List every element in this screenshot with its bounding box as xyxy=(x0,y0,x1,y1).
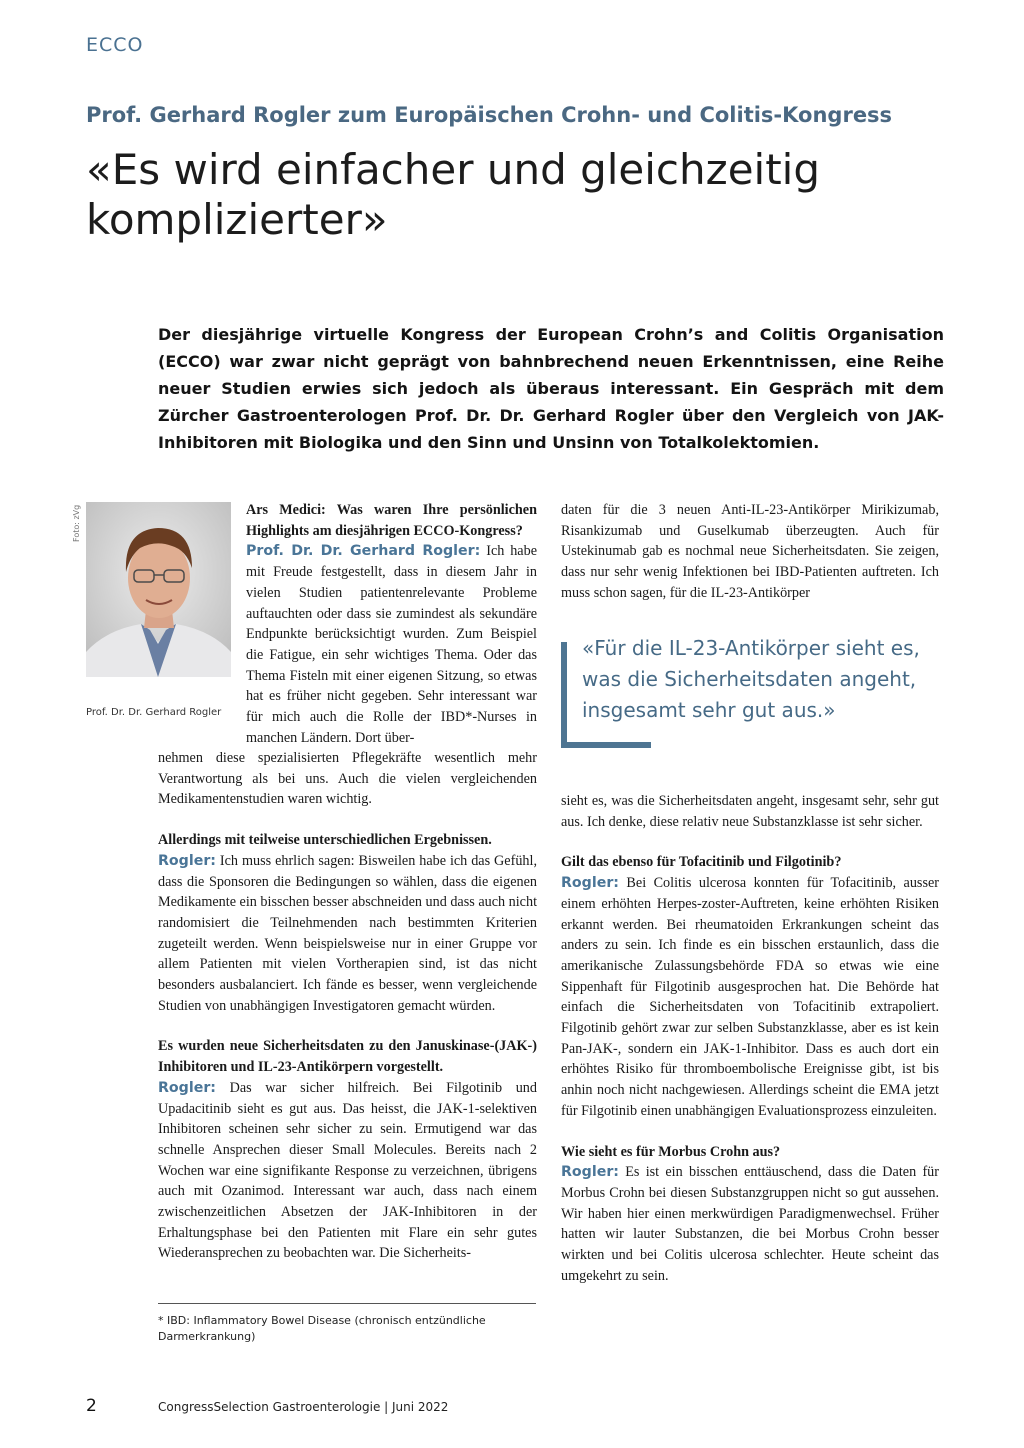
publication-footer: CongressSelection Gastroenterologie | Juni 2022 xyxy=(158,1400,449,1414)
footnote-rule xyxy=(158,1303,536,1304)
portrait-photo xyxy=(86,502,231,677)
pullquote-bar-horizontal xyxy=(561,742,651,748)
answer-1-text: Ich habe mit Freude festgestellt, dass in diesem Jahr in vielen Studien patientenrelevante Probleme auftauchten oder dass sie zumindest als sekundäre Endpunkte berücksichtigt wurden. Zum Beispiel die Fatigue, ein sehr wichtiges Thema. Oder das Thema Fisteln mit einer eigenen Sitzung, so etwas hat es früher nicht gegeben. Sehr interessant war für mich auch die Rolle der IBD*-Nurses in manchen Ländern. Dort über- xyxy=(246,543,537,746)
speaker-label: Rogler: xyxy=(561,875,619,892)
column-2-top xyxy=(561,500,939,604)
question-2: Allerdings mit teilweise unterschiedlichen Ergebnissen. xyxy=(158,832,492,849)
question-1-text: Was waren Ihre persönlichen Highlights am diesjährigen ECCO-Kongress? xyxy=(246,502,537,539)
article-lead: Der diesjährige virtuelle Kongress der European Crohn’s and Colitis Organisation (ECCO) war zwar nicht geprägt von bahnbrechend neuen Erkenntnissen, eine Reihe neuer Studien erwies sich jedoch als überaus interessant. Ein Gespräch mit dem Zürcher Gastroenterologen Prof. Dr. Dr. Gerhard Rogler über den Vergleich von JAK-Inhibitoren mit Biologika und den Sinn und Unsinn von Totalkolektomien. xyxy=(158,325,944,452)
headline-line-2: komplizierter» xyxy=(86,195,388,244)
answer-2-text: Ich muss ehrlich sagen: Bisweilen habe ich das Gefühl, dass die Sponsoren die Bedingungen so wählen, dass die eigenen Medikamente ein bisschen besser abschneiden und dass auch nicht randomisiert die Teilnehmenden nach bestimmten Kriterien zugeteilt werden. Wenn beispielsweise nur in einer Gruppe vor allem Patienten mit vielen Vortherapien sind, ist das nicht besonders ausbalanciert. Ich fände es besser, wenn vergleichende Studien von unabhängigen Investigatoren gemacht würden. xyxy=(158,852,538,1014)
answer-3-end: sieht es, was die Sicherheitsdaten angeht, insgesamt sehr, sehr gut aus. Ich denke, diese relativ neue Substanzklasse ist sehr sicher. xyxy=(561,793,939,830)
question-5: Wie sieht es für Morbus Crohn aus? xyxy=(561,1143,781,1160)
pullquote-bar-vertical xyxy=(561,642,567,748)
answer-3-continued: daten für die 3 neuen Anti-IL-23-Antikörper Mirikizumab, Risankizumab und Guselkumab überzeugten. Auch für Ustekinumab gab es nochmal neue Sicherheitsdaten. Sie zeigen, dass nur sehr wenig Infektionen bei IBD-Patienten auftreten. Ich muss schon sagen, für die IL-23-Antikörper xyxy=(561,502,939,601)
article-headline xyxy=(86,145,966,245)
question-4: Gilt das ebenso für Tofacitinib und Filgotinib? xyxy=(561,854,842,871)
answer-1 xyxy=(246,541,537,748)
answer-1-continued: nehmen diese spezialisierten Pflegekräfte wesentlich mehr Verantwortung als bei uns. Auch die vielen vergleichenden Medikamentenstudien waren wichtig. xyxy=(158,750,537,808)
answer-4 xyxy=(561,873,939,1121)
speaker-label-full: Prof. Dr. Dr. Gerhard Rogler: xyxy=(246,543,481,560)
speaker-label: Rogler: xyxy=(158,1079,216,1096)
answer-3-text: Das war sicher hilfreich. Bei Filgotinib und Upadacitinib sieht es gut aus. Das heisst, die JAK-1-selektiven Inhibitoren scheinen sehr sicher zu sein. Ermutigend war das schnelle Ansprechen dieser Small Molecules. Bereits nach 2 Wochen war eine signifikante Response zu verzeichnen, übrigens auch mit Ozanimod. Interessant war auch, dass nach einem zwischenzeitlichen Absetzen der JAK-Inhibitoren in der Erhaltungsphase bei den Patienten mit Flare ein sehr gutes Wiederansprechen zu beobachten war. Die Sicherheits- xyxy=(158,1079,537,1262)
section-label: ECCO xyxy=(86,34,144,56)
column-2-bottom xyxy=(561,791,939,1286)
question-1 xyxy=(246,500,537,541)
speaker-label: Rogler: xyxy=(158,852,216,869)
pull-quote: «Für die IL-23-Antikörper sieht es, was die Sicherheitsdaten angeht, insgesamt sehr gut aus.» xyxy=(582,636,920,722)
answer-5-text: Es ist ein bisschen enttäuschend, dass die Daten für Morbus Crohn bei diesen Substanzgruppen nicht so gut aussehen. Wir haben hier einen merkwürdigen Paradigmenwechsel. Früher hatten wir lauter Substanzen, die bei Morbus Crohn besser wirkten und bei Colitis ulcerosa schlechter. Heute scheint das umgekehrt zu sein. xyxy=(561,1164,939,1284)
answer-3 xyxy=(158,1078,537,1264)
answer-4-text: Bei Colitis ulcerosa konnten für Tofacitinib, ausser einem erhöhten Herpes-zoster-Auftreten, keine erhöhten Risiken erkannt werden. Bei rheumatoiden Erkrankungen scheint das anders zu sein. Ich finde es ein bisschen erstaunlich, dass die amerikanische Zulassungsbehörde FDA so etwas wie eine Sippenhaft für Filgotinib ausgesprochen hat. Die Behörde hat einfach die Sicherheitsdaten von Tofacitinib extrapoliert. Filgotinib gehört zwar zur selben Substanzklasse, aber es ist kein Pan-JAK-, sondern ein JAK-1-Inhibitor. Dass es auch dort ein erhöhtes Risiko für thromboembolische Ereignisse gibt, ist bis anhin noch nicht nachgewiesen. Allerdings scheint die EMA jetzt für Filgotinib einen unabhängigen Evaluationsprozess einzuleiten. xyxy=(561,875,939,1119)
photo-caption: Prof. Dr. Dr. Gerhard Rogler xyxy=(86,707,222,718)
interviewer-label: Ars Medici: xyxy=(246,502,326,518)
column-1-top xyxy=(246,500,537,748)
column-1-bottom xyxy=(158,748,537,1264)
question-3: Es wurden neue Sicherheitsdaten zu den Januskinase-(JAK-) Inhibitoren und IL-23-Antikörpern vorgestellt. xyxy=(158,1038,537,1076)
photo-credit: Foto: zVg xyxy=(72,504,81,542)
footnote: * IBD: Inflammatory Bowel Disease (chronisch entzündliche Darmerkrankung) xyxy=(158,1314,486,1343)
answer-5 xyxy=(561,1162,939,1286)
speaker-label: Rogler: xyxy=(561,1164,619,1181)
headline-line-1: «Es wird einfacher und gleichzeitig xyxy=(86,145,820,194)
page-number: 2 xyxy=(86,1396,97,1416)
answer-2 xyxy=(158,851,537,1017)
article-kicker: Prof. Gerhard Rogler zum Europäischen Crohn- und Colitis-Kongress xyxy=(86,103,893,127)
